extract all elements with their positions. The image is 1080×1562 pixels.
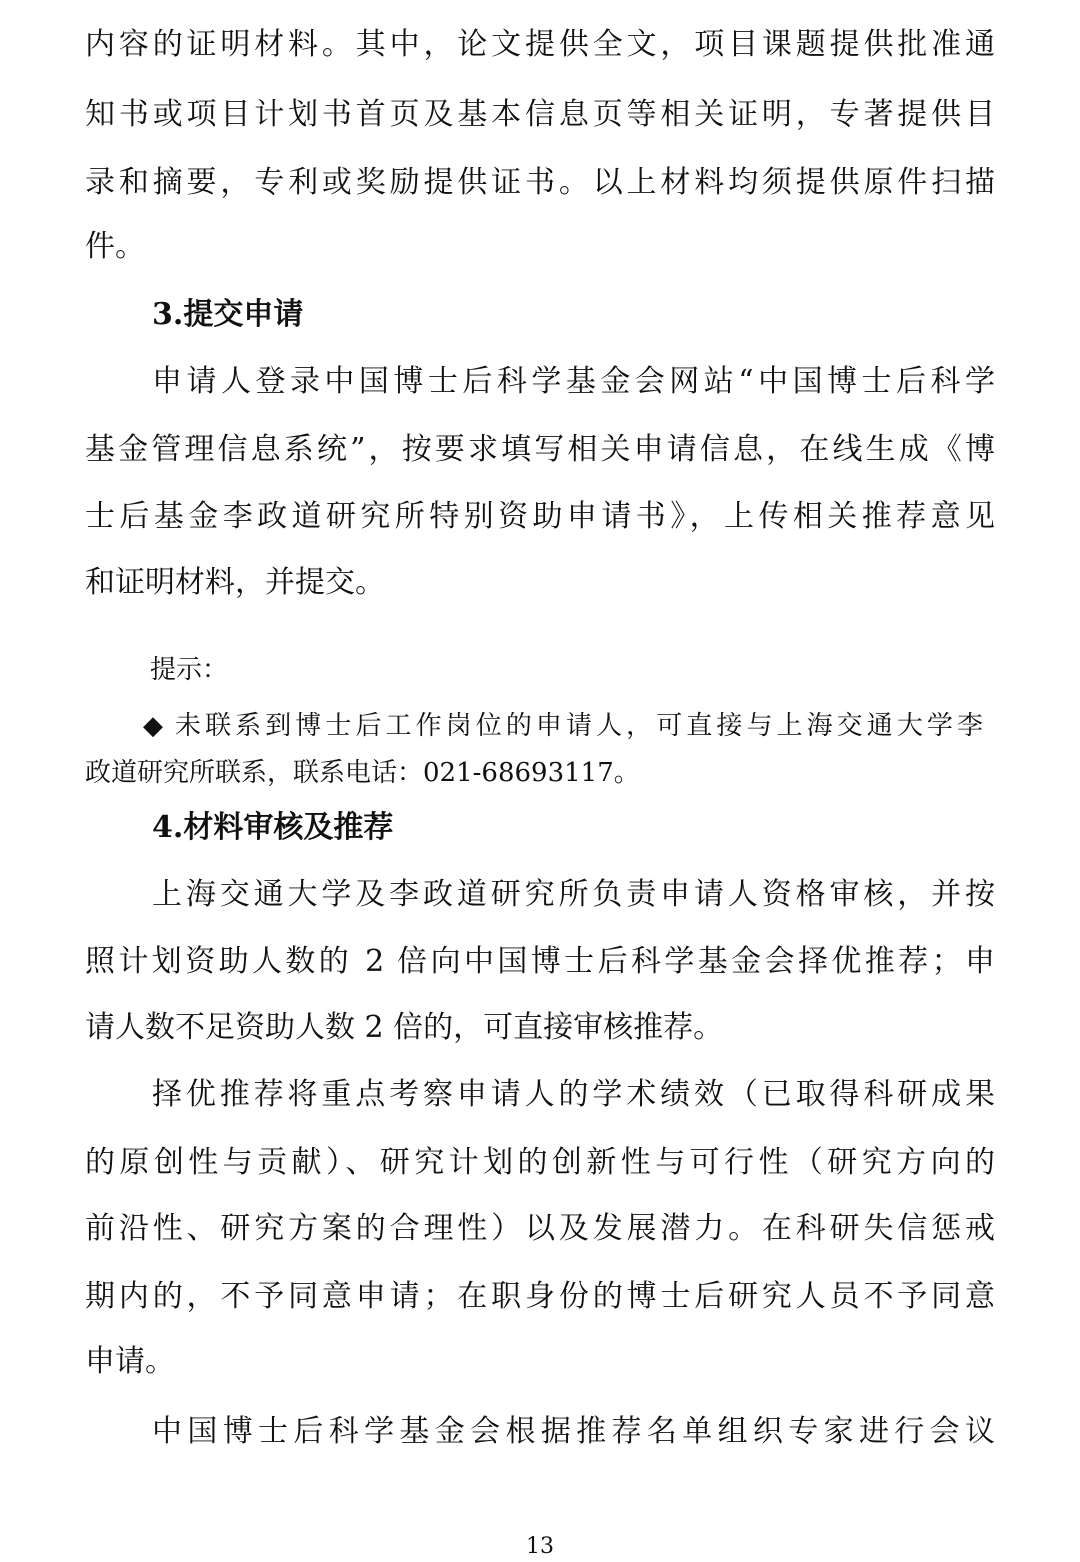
tip-line: 未联系到博士后工作岗位的申请人，可直接与上海交通大学李 (175, 711, 983, 741)
text-line: 件。 (85, 229, 145, 264)
text-line: 知书或项目计划书首页及基本信息页等相关证明，专著提供目 (85, 97, 995, 132)
text-line: 中国博士后科学基金会根据推荐名单组织专家进行会议 (152, 1414, 995, 1449)
text-line: 照计划资助人数的 2 倍向中国博士后科学基金会择优推荐；申 (85, 944, 995, 979)
section-heading-4: 4.材料审核及推荐 (152, 810, 394, 845)
text-line: 上海交通大学及李政道研究所负责申请人资格审核，并按 (152, 877, 995, 912)
bullet-diamond-icon: ◆ (143, 711, 163, 741)
tip-label: 提示： (150, 655, 229, 685)
page-number: 13 (526, 1534, 554, 1559)
text-line: 和证明材料，并提交。 (85, 565, 385, 600)
text-line: 的原创性与贡献）、研究计划的创新性与可行性（研究方向的 (85, 1145, 995, 1180)
text-line: 基金管理信息系统”，按要求填写相关申请信息，在线生成《博 (85, 432, 995, 467)
text-line: 内容的证明材料。其中，论文提供全文，项目课题提供批准通 (85, 27, 995, 62)
section-heading-3: 3.提交申请 (152, 297, 304, 332)
text-line: 申请人登录中国博士后科学基金会网站“中国博士后科学 (152, 364, 995, 399)
text-line: 请人数不足资助人数 2 倍的，可直接审核推荐。 (85, 1010, 724, 1045)
text-line: 申请。 (85, 1344, 175, 1379)
text-line: 前沿性、研究方案的合理性）以及发展潜力。在科研失信惩戒 (85, 1211, 995, 1246)
text-line: 择优推荐将重点考察申请人的学术绩效（已取得科研成果 (152, 1077, 995, 1112)
text-line: 录和摘要，专利或奖励提供证书。以上材料均须提供原件扫描 (85, 165, 995, 200)
text-line: 士后基金李政道研究所特别资助申请书》，上传相关推荐意见 (85, 499, 995, 534)
text-line: 期内的，不予同意申请；在职身份的博士后研究人员不予同意 (85, 1279, 995, 1314)
tip-line: 政道研究所联系，联系电话：021-68693117。 (85, 758, 640, 788)
